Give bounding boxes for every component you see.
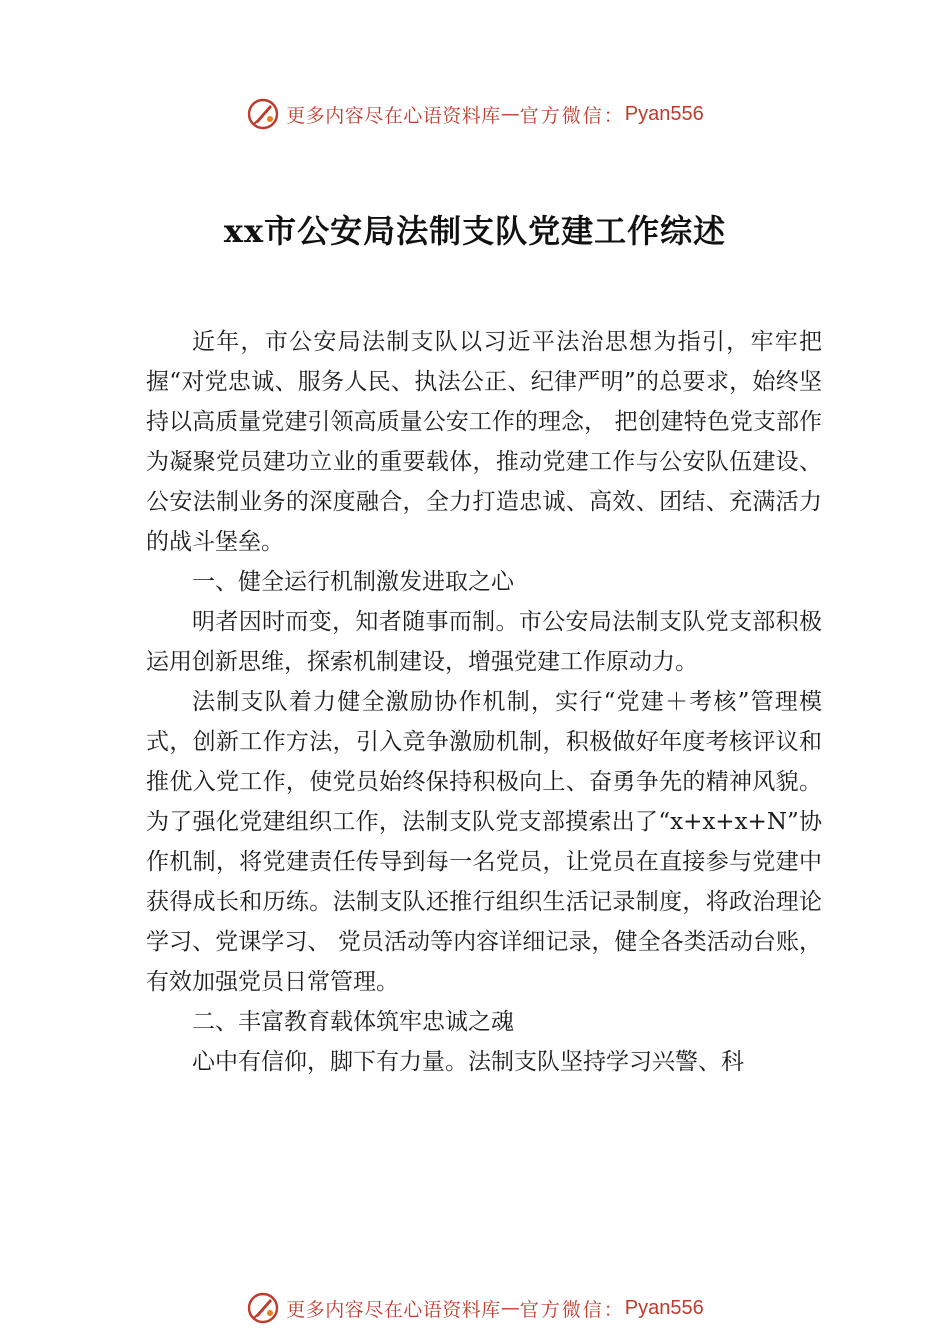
paragraph: 明者因时而变，知者随事而制。市公安局法制支队党支部积极运用创新思维，探索机制建设，增强党建工作原动力。	[146, 609, 822, 675]
paragraph: 心中有信仰，脚下有力量。法制支队坚持学习兴警、科	[192, 1049, 744, 1075]
watermark-wechat-label: 官方微信：	[519, 104, 625, 127]
watermark-wechat-label: 官方微信：	[519, 1298, 625, 1321]
watermark-dash: —	[500, 1297, 520, 1319]
watermark-text: 更多内容尽在心语资料库	[286, 104, 501, 127]
paragraph-intro: 近年，市公安局法制支队以习近平法治思想为指引，牢牢把握“对党忠诚、服务人民、执法公正、纪律严明”的总要求，始终坚持以高质量党建引领高质量公安工作的理念， 把创建特色党支部作为凝聚党员建功立业的重要载体，推动党建工作与公安队伍建设、公安法制业务的深度融合，全力打造忠诚、高效、团结、充满活力的战斗堡垒。	[146, 329, 822, 555]
document-title: xx市公安局法制支队党建工作综述	[223, 212, 727, 250]
section-heading-1: 一、健全运行机制激发进取之心	[192, 569, 514, 595]
section-heading-2: 二、丰富教育载体筑牢忠诚之魂	[192, 1009, 514, 1035]
paragraph: 法制支队着力健全激励协作机制，实行“党建＋考核”管理模式，创新工作方法，引入竞争激励机制，积极做好年度考核评议和推优入党工作，使党员始终保持积极向上、奋勇争先的精神风貌。为了强化党建组织工作，法制支队党支部摸索出了“x+x+x+N”协作机制，将党建责任传导到每一名党员，让党员在直接参与党建中获得成长和历练。法制支队还推行组织生活记录制度，将政治理论学习、党课学习、 党员活动等内容详细记录，健全各类活动台账，有效加强党员日常管理。	[146, 689, 822, 995]
watermark-wechat-id: Pyan556	[624, 102, 704, 125]
watermark-wechat-id: Pyan556	[624, 1296, 704, 1319]
document-body	[146, 322, 822, 1082]
footer-watermark	[0, 1288, 950, 1328]
quill-logo-icon	[246, 97, 280, 131]
quill-logo-icon	[246, 1291, 280, 1325]
watermark-text: 更多内容尽在心语资料库	[286, 1298, 501, 1321]
watermark-dash: —	[500, 103, 520, 125]
header-watermark	[0, 94, 950, 134]
